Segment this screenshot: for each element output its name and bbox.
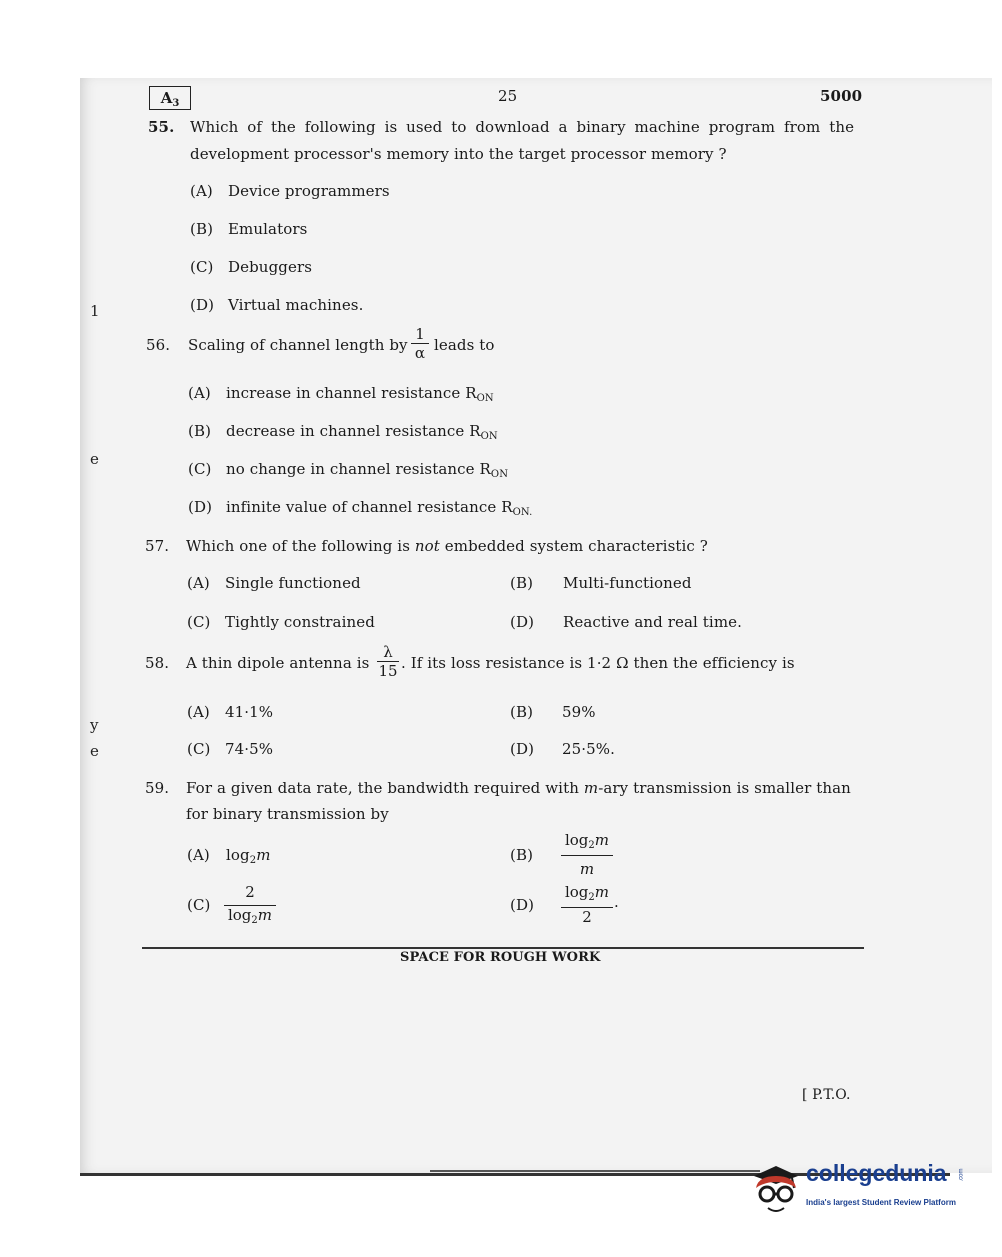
q56-option-a-text — [226, 384, 494, 404]
q58-text-before: A thin dipole antenna is — [186, 654, 370, 672]
q58-number: 58. — [145, 654, 170, 672]
q58-option-c-label: (C) — [187, 740, 211, 758]
q59-d-num-log: log — [564, 883, 589, 901]
q59-option-d-label: (D) — [510, 896, 535, 914]
q59-option-b-den: m — [579, 860, 595, 878]
q55-option-a-text: Device programmers — [228, 182, 390, 200]
q57-option-a-label: (A) — [187, 574, 210, 592]
q55-option-a-label: (A) — [190, 182, 213, 200]
collegedunia-logo — [748, 1158, 968, 1218]
q59-c-den-log: log — [227, 906, 252, 924]
q56-option-a-label: (A) — [188, 384, 211, 402]
q56-text-before: Scaling of channel length by — [188, 336, 408, 354]
q59-option-a-sub: 2 — [249, 855, 257, 866]
pto-label: [ P.T.O. — [802, 1087, 851, 1103]
q56-option-c-label: (C) — [188, 460, 212, 478]
logo-tagline: India's largest Student Review Platform — [806, 1198, 956, 1207]
q59-b-num-m: m — [594, 831, 610, 849]
q57-number: 57. — [145, 537, 170, 555]
q57-text — [186, 537, 708, 555]
q59-number: 59. — [145, 779, 170, 797]
q59-text-line2: for binary transmission by — [186, 805, 389, 823]
page-bottom-edge-shadow — [430, 1170, 760, 1172]
paper-code: 5000 — [820, 87, 863, 105]
q59-option-a-log: log — [226, 846, 250, 864]
q59-b-num-log: log — [564, 831, 589, 849]
q57-option-c-label: (C) — [187, 613, 211, 631]
q59-option-c-den — [228, 906, 272, 930]
q57-option-c-text: Tightly constrained — [225, 613, 375, 631]
series-subscript: 3 — [172, 98, 180, 109]
q59-option-a-m: m — [256, 846, 271, 864]
q58-frac-num: λ — [383, 643, 393, 661]
q59-text-pre: For a given data rate, the bandwidth required with — [186, 779, 579, 797]
q59-option-c-label: (C) — [187, 896, 211, 914]
q56-option-b-main: decrease in channel resistance R — [226, 422, 481, 440]
q58-option-a-text: 41·1% — [225, 703, 274, 721]
q56-frac-den: α — [414, 344, 426, 362]
q55-option-b-label: (B) — [190, 220, 214, 238]
series-letter: A — [160, 89, 173, 107]
q58-option-d-text: 25·5%. — [562, 740, 616, 758]
q59-option-d-den: 2 — [582, 908, 592, 926]
q55-option-c-text: Debuggers — [228, 258, 313, 276]
q59-c-den-sub: 2 — [251, 915, 258, 926]
q58-option-c-text: 74·5% — [225, 740, 274, 758]
q58-frac-den: 15 — [378, 662, 398, 680]
q59-option-d-num — [565, 883, 609, 907]
q59-option-a-text — [226, 846, 271, 866]
margin-char: e — [90, 742, 99, 760]
q57-text-post: embedded system characteristic ? — [444, 537, 708, 555]
logo-com: .com — [958, 1168, 965, 1182]
q57-text-em: not — [414, 537, 440, 555]
paper-sheet — [80, 78, 992, 1173]
logo-wordmark: collegedunia — [806, 1160, 947, 1186]
q57-option-b-text: Multi-functioned — [563, 574, 692, 592]
q55-option-d-label: (D) — [190, 296, 215, 314]
q56-option-a-main: increase in channel resistance R — [226, 384, 477, 402]
q56-option-c-sub: ON — [490, 469, 509, 480]
q58-option-b-label: (B) — [510, 703, 534, 721]
q55-option-c-label: (C) — [190, 258, 214, 276]
rough-work-divider — [142, 947, 864, 949]
margin-char: 1 — [90, 302, 100, 320]
q57-option-b-label: (B) — [510, 574, 534, 592]
q59-option-c-num: 2 — [245, 883, 255, 901]
q59-option-d-fraction — [561, 883, 613, 926]
q57-text-pre: Which one of the following is — [186, 537, 410, 555]
q58-fraction — [377, 643, 399, 680]
q58-option-a-label: (A) — [187, 703, 210, 721]
q56-option-b-text — [226, 422, 498, 442]
series-box — [149, 86, 191, 110]
q59-option-c-fraction — [224, 883, 276, 930]
q56-option-c-main: no change in channel resistance R — [226, 460, 491, 478]
q59-text-post: -ary transmission is smaller than — [598, 779, 851, 797]
q56-option-d-main: infinite value of channel resistance R — [226, 498, 513, 516]
q56-option-c-text — [226, 460, 508, 480]
q59-option-d-suffix: . — [614, 893, 619, 911]
q57-option-d-text: Reactive and real time. — [563, 613, 742, 631]
q57-option-d-label: (D) — [510, 613, 535, 631]
margin-char: e — [90, 450, 99, 468]
q59-d-num-sub: 2 — [588, 892, 595, 903]
margin-char: y — [90, 716, 99, 734]
q56-option-d-sub: ON. — [512, 507, 533, 518]
q59-option-a-label: (A) — [187, 846, 210, 864]
q57-option-a-text: Single functioned — [225, 574, 361, 592]
rough-work-label: SPACE FOR ROUGH WORK — [400, 950, 601, 965]
q55-text-line1: Which of the following is used to download a binary machine program from the — [190, 118, 855, 136]
q56-number: 56. — [146, 336, 171, 354]
q58-option-d-label: (D) — [510, 740, 535, 758]
q56-fraction — [411, 325, 429, 362]
q56-frac-num: 1 — [415, 325, 425, 343]
q55-option-b-text: Emulators — [228, 220, 308, 238]
q59-option-b-label: (B) — [510, 846, 534, 864]
q59-text-line1 — [186, 779, 851, 797]
q59-c-den-m: m — [257, 906, 273, 924]
q59-text-em: m — [583, 779, 599, 797]
page-number: 25 — [498, 87, 518, 105]
fraction-bar — [561, 855, 613, 856]
q55-number: 55. — [148, 118, 175, 136]
q58-option-b-text: 59% — [562, 703, 596, 721]
q56-option-b-sub: ON — [480, 431, 498, 442]
q59-b-num-sub: 2 — [588, 840, 595, 851]
q59-option-b-fraction — [561, 831, 613, 878]
q59-option-b-num — [565, 831, 609, 855]
q56-option-a-sub: ON — [476, 393, 494, 404]
q55-option-d-text: Virtual machines. — [228, 296, 364, 314]
q56-option-d-text — [226, 498, 532, 518]
q55-text-line2: development processor's memory into the target processor memory ? — [190, 145, 727, 163]
q58-text-after: . If its loss resistance is 1·2 Ω then the efficiency is — [401, 654, 795, 672]
q59-d-num-m: m — [594, 883, 610, 901]
q56-option-d-label: (D) — [188, 498, 213, 516]
graduate-mascot-icon — [748, 1158, 804, 1218]
q56-option-b-label: (B) — [188, 422, 212, 440]
q56-text-after: leads to — [434, 336, 495, 354]
